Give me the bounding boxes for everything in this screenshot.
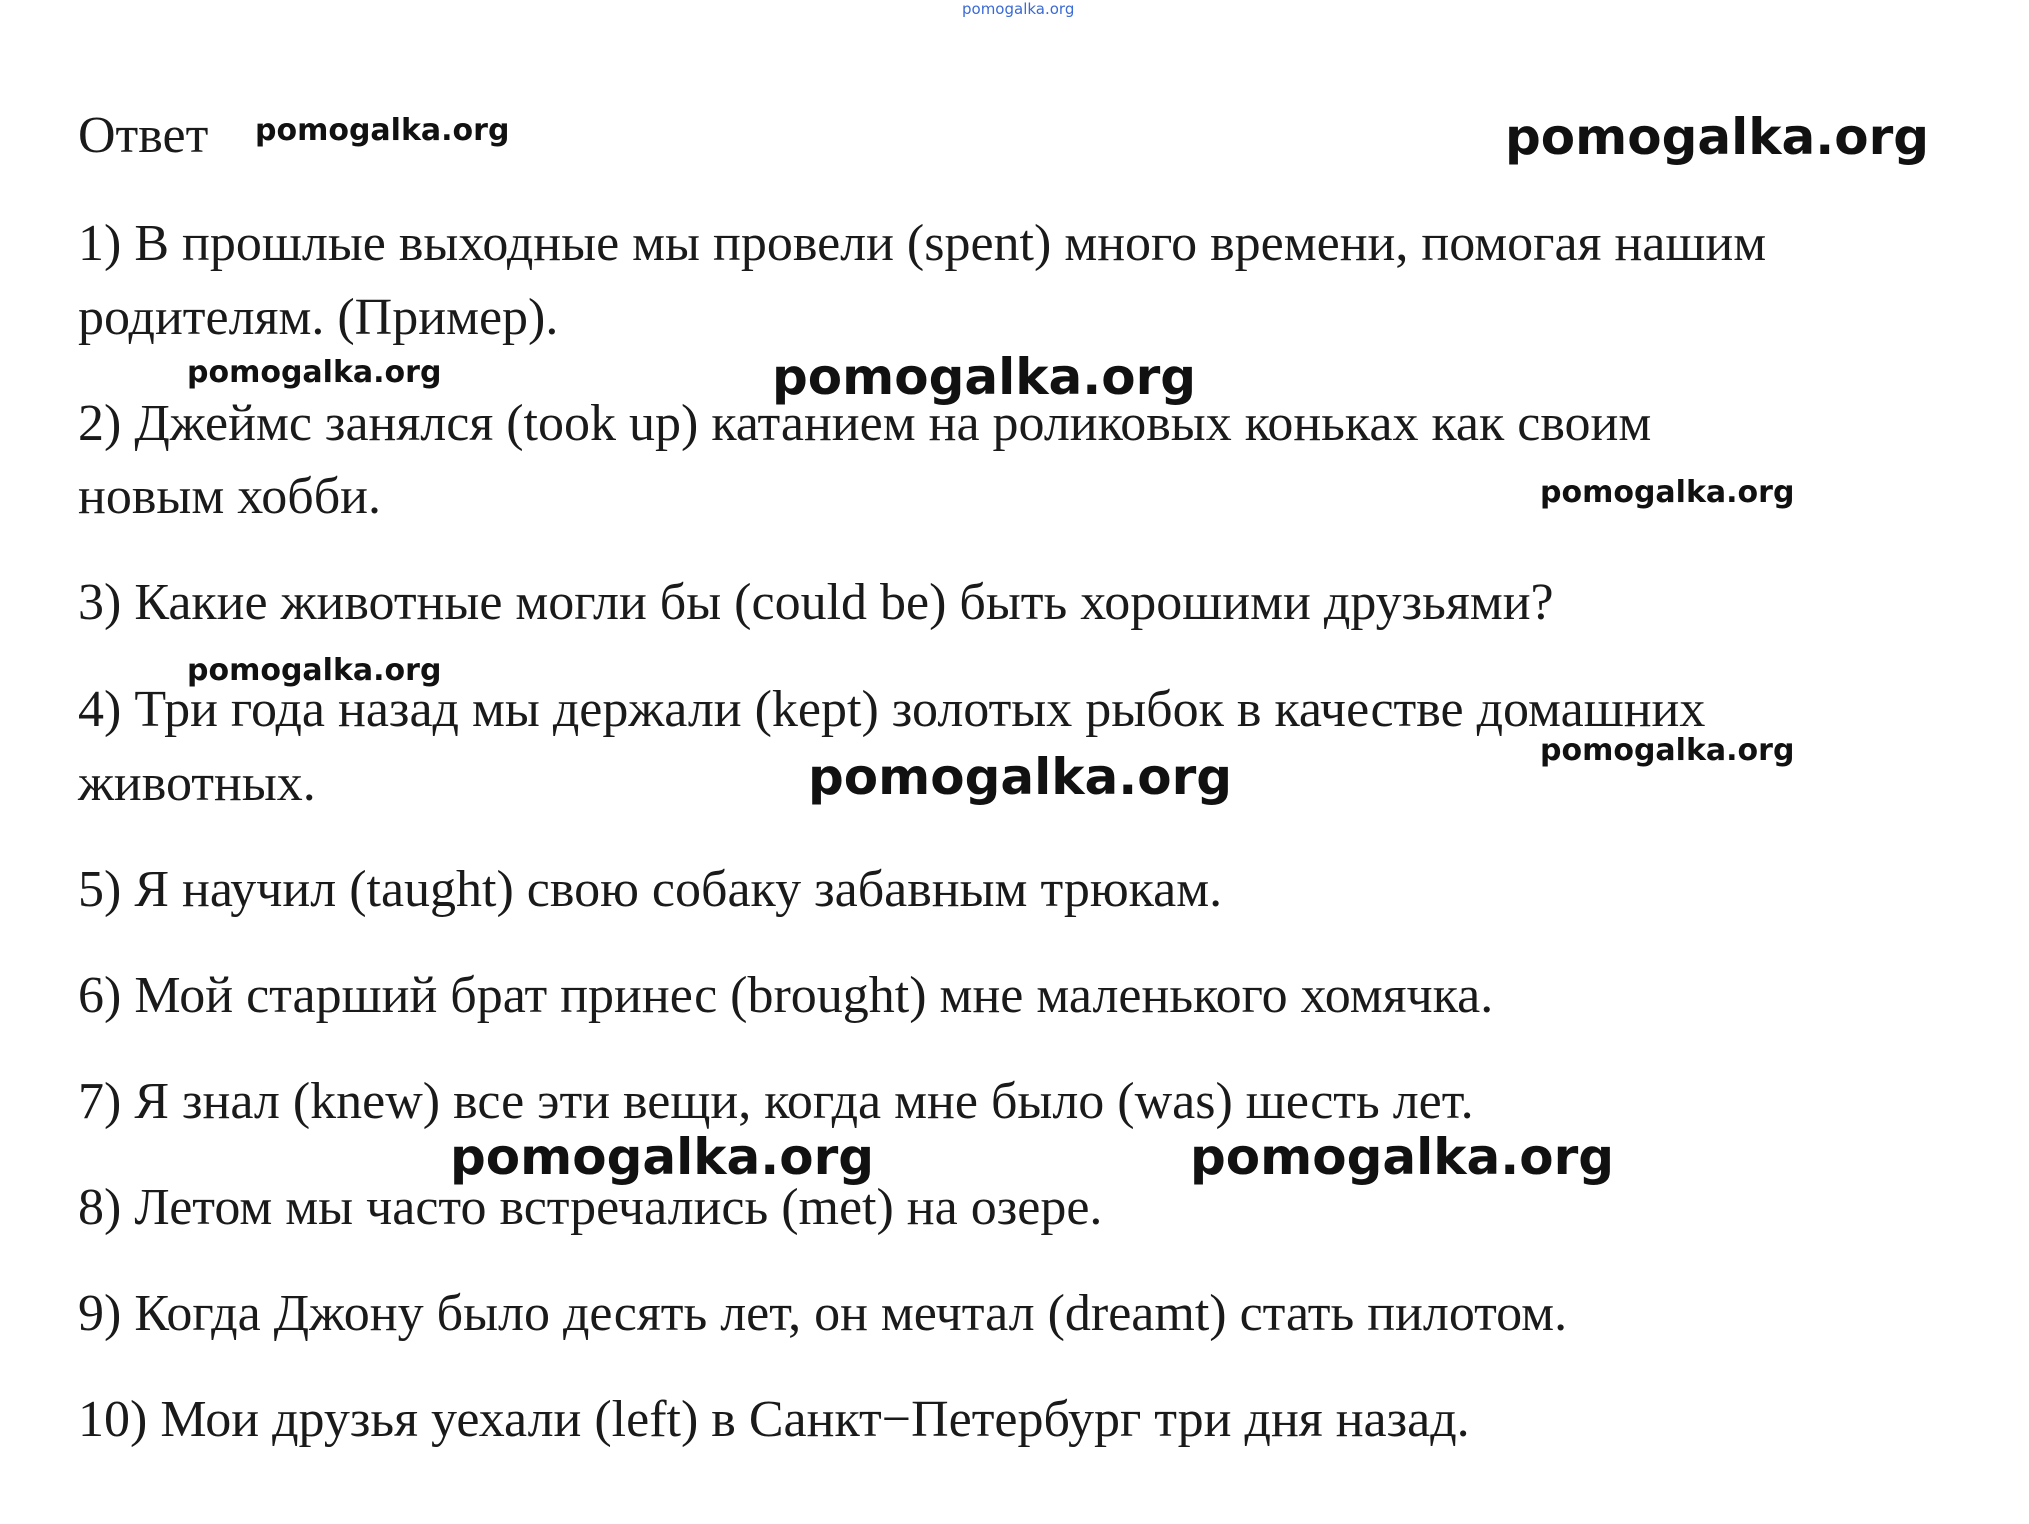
answer-4-line-2: животных. xyxy=(78,755,316,812)
answer-3: 3) Какие животные могли бы (could be) быть хорошими друзьями? xyxy=(78,574,1554,631)
answer-8: 8) Летом мы часто встречались (met) на озере. xyxy=(78,1179,1103,1236)
watermark: pomogalka.org xyxy=(1505,108,1930,166)
answer-5: 5) Я научил (taught) свою собаку забавным трюкам. xyxy=(78,861,1223,918)
answer-1-line-2: родителям. (Пример). xyxy=(78,289,559,346)
answer-1-line-1: 1) В прошлые выходные мы провели (spent) много времени, помогая нашим xyxy=(78,215,1767,272)
watermark: pomogalka.org xyxy=(1540,475,1795,510)
watermark: pomogalka.org xyxy=(1190,1128,1615,1186)
answer-10: 10) Мои друзья уехали (left) в Санкт−Петербург три дня назад. xyxy=(78,1391,1470,1448)
answer-2-line-2: новым хобби. xyxy=(78,468,381,525)
watermark: pomogalka.org xyxy=(772,348,1197,406)
watermark: pomogalka.org xyxy=(187,355,442,390)
watermark: pomogalka.org xyxy=(450,1128,875,1186)
answer-2-line-1: 2) Джеймс занялся (took up) катанием на роликовых коньках как своим xyxy=(78,395,1652,452)
answer-6: 6) Мой старший брат принес (brought) мне маленького хомячка. xyxy=(78,967,1494,1024)
answer-4-line-1: 4) Три года назад мы держали (kept) золотых рыбок в качестве домашних xyxy=(78,681,1706,738)
watermark: pomogalka.org xyxy=(808,748,1233,806)
answer-7: 7) Я знал (knew) все эти вещи, когда мне было (was) шесть лет. xyxy=(78,1073,1474,1130)
answer-heading: Ответ xyxy=(78,107,209,164)
watermark: pomogalka.org xyxy=(1540,733,1795,768)
watermark: pomogalka.org xyxy=(187,653,442,688)
watermark: pomogalka.org xyxy=(255,113,510,148)
answer-9: 9) Когда Джону было десять лет, он мечтал (dreamt) стать пилотом. xyxy=(78,1285,1568,1342)
top-watermark: pomogalka.org xyxy=(962,0,1075,18)
